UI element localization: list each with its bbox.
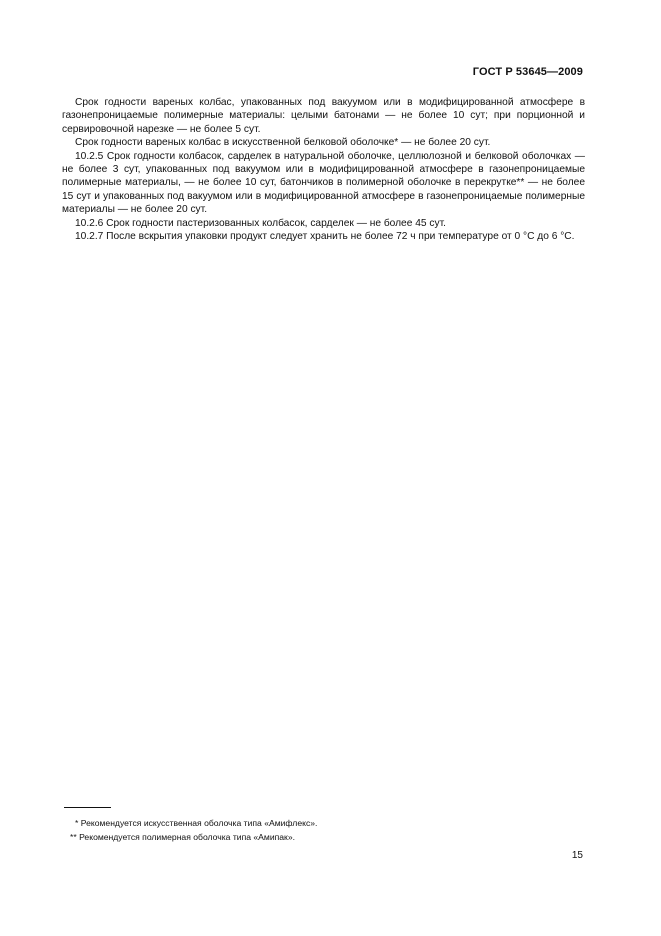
paragraph-10-2-7: 10.2.7 После вскрытия упаковки продукт следует хранить не более 72 ч при температуре от 0 °C до 6 °C. <box>75 231 575 243</box>
standard-id: ГОСТ Р 53645—2009 <box>472 66 583 78</box>
footnotes <box>64 816 564 844</box>
paragraph-10-2-6: 10.2.6 Срок годности пастеризованных колбасок, сарделек — не более 45 сут. <box>75 217 446 229</box>
paragraph-boiled-sausage-shelf-life: Срок годности вареных колбас, упакованных под вакуумом или в модифицированной атмосфере в газонепроницаемые полимерные материалы: целыми батонами — не более 10 сут; при порционной и сервировочной нарезке — не более 5 сут. <box>62 97 585 135</box>
footnote-2: ** Рекомендуется полимерная оболочка типа «Амипак». <box>70 832 295 842</box>
paragraph-10-2-5: 10.2.5 Срок годности колбасок, сарделек в натуральной оболочке, целлюлозной и белковой оболочках — не более 3 сут, упакованных под вакуумом или в модифицированной атмосфере в газонепроницаемые полимерные материалы, — не более 10 сут, батончиков в полимерной оболочке в перекрутке** — не более 15 сут и упакованных под вакуумом или в модифицированной атмосфере в газонепроницаемые полимерные материалы — не более 20 сут. <box>62 150 585 216</box>
page-number: 15 <box>571 850 583 861</box>
footnote-divider <box>64 807 111 808</box>
paragraph-protein-casing-shelf-life: Срок годности вареных колбас в искусственной белковой оболочке* — не более 20 сут. <box>75 137 491 149</box>
footnote-1: * Рекомендуется искусственная оболочка типа «Амифлекс». <box>75 818 318 828</box>
body-text <box>62 96 585 243</box>
